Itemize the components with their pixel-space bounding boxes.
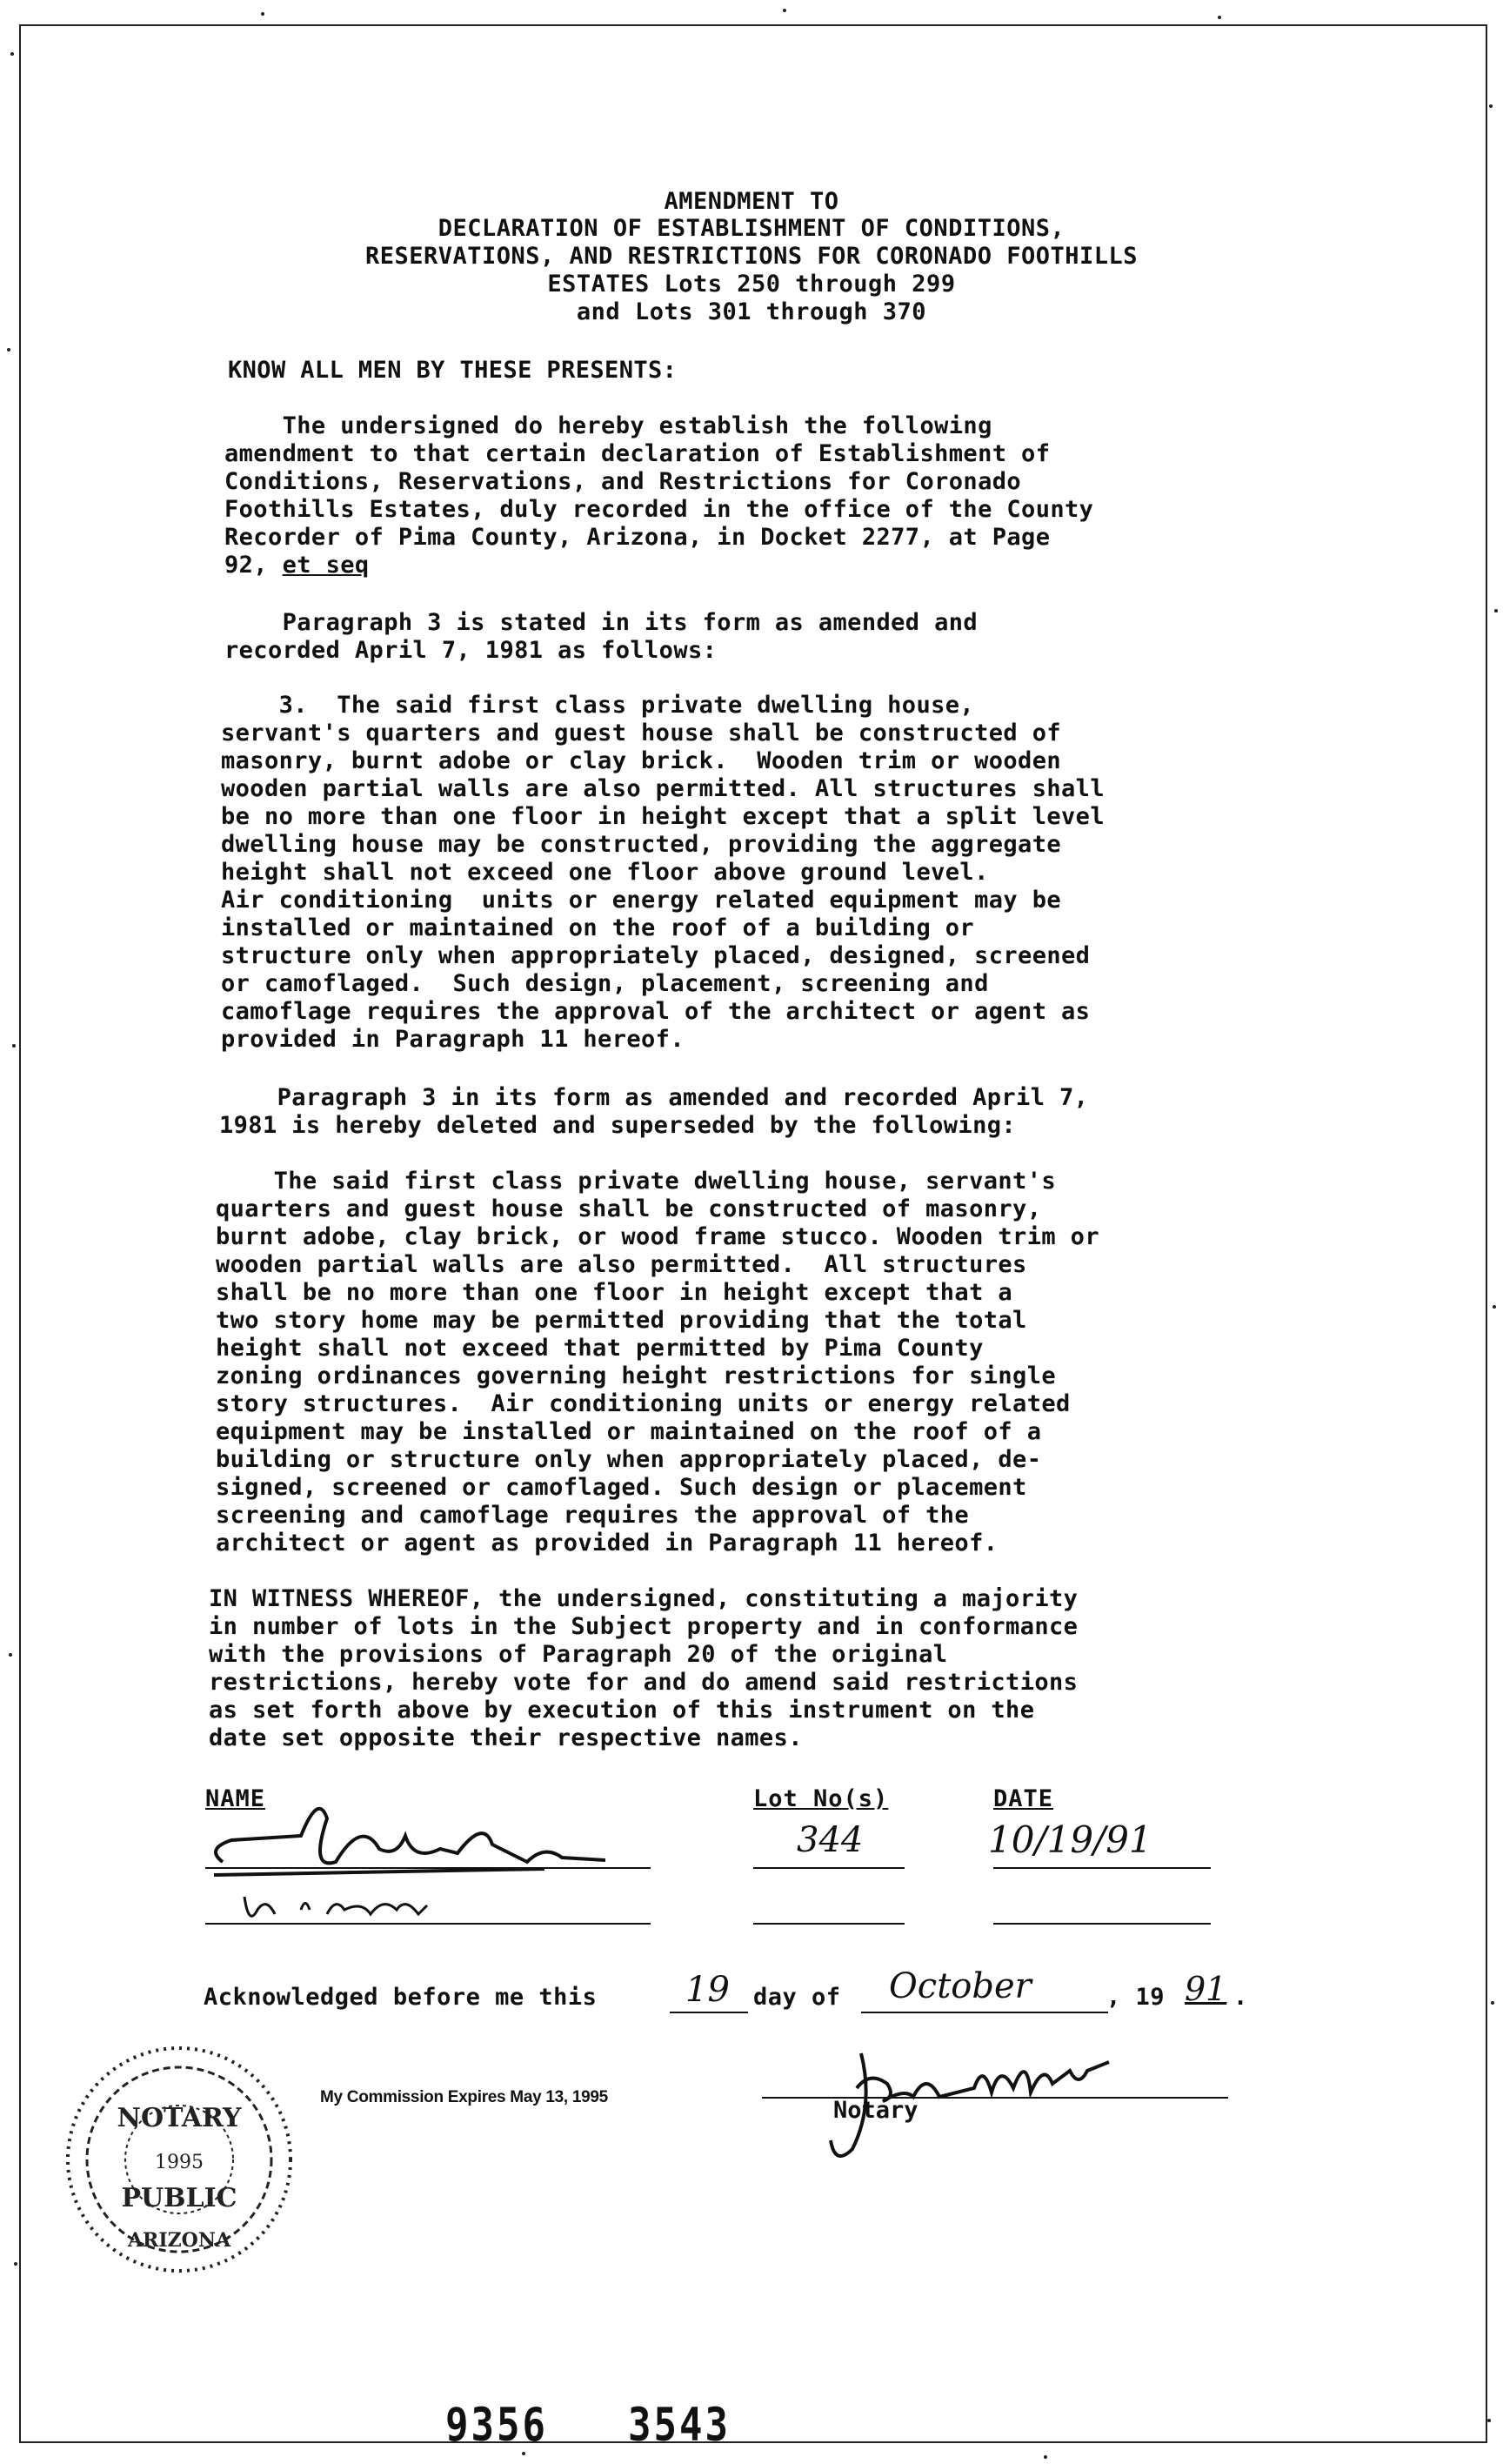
signature-scribble (197, 1766, 649, 1940)
docket-number: 9356 (445, 2398, 548, 2453)
scan-speck (10, 52, 14, 56)
text-line: zoning ordinances governing height restrictions for single (216, 1363, 1057, 1389)
day-value: 19 (685, 1970, 730, 2010)
text-line: architect or agent as provided in Paragraph 11 hereof. (216, 1530, 999, 1557)
text-line: height shall not exceed that permitted by Pima County (216, 1335, 984, 1362)
scan-speck (522, 2452, 525, 2455)
notary-label: Notary (833, 2097, 918, 2124)
et-seq: et seq (282, 552, 370, 579)
paragraph-4 (219, 1084, 1088, 1140)
svg-text:ARIZONA: ARIZONA (127, 2229, 231, 2252)
scan-speck (783, 9, 786, 12)
date-line-1 (993, 1867, 1211, 1869)
title-line: AMENDMENT TO (664, 188, 839, 215)
svg-text:1995: 1995 (155, 2152, 204, 2173)
scan-speck (1218, 16, 1221, 19)
text-line: Foothills Estates, duly recorded in the office of the County (224, 496, 1094, 523)
title-line: DECLARATION OF ESTABLISHMENT OF CONDITIONS, (438, 215, 1065, 242)
text-line: shall be no more than one floor in height except that a (216, 1279, 1013, 1306)
day-of-label: day of (753, 1984, 841, 2011)
text-line: amendment to that certain declaration of Establishment of (224, 440, 1051, 467)
text-line: wooden partial walls are also permitted. All structures shall (221, 775, 1105, 802)
scan-speck (9, 1653, 12, 1657)
svg-text:PUBLIC: PUBLIC (121, 2183, 237, 2213)
text-line: provided in Paragraph 11 hereof. (221, 1026, 685, 1053)
lot-number-value: 344 (797, 1820, 864, 1860)
text-line: in number of lots in the Subject property and in conformance (209, 1613, 1079, 1640)
text-line: 3. The said first class private dwelling house, (221, 692, 975, 719)
text-line: two story home may be permitted providing that the total (216, 1307, 1027, 1334)
text-line: or camoflaged. Such design, placement, screening and (221, 970, 989, 997)
scan-speck (1493, 1305, 1496, 1309)
text-line: masonry, burnt adobe or clay brick. Wooden trim or wooden (221, 747, 1062, 774)
text-line: as set forth above by execution of this instrument on the (209, 1697, 1035, 1724)
paragraph-2 (224, 609, 978, 665)
text-line: screening and camoflage requires the approval of the (216, 1502, 970, 1529)
lot-column-label: Lot No(s) (753, 1785, 889, 1812)
scan-speck (7, 348, 10, 352)
text-line: equipment may be installed or maintained on the roof of a (216, 1418, 1042, 1445)
text-line: camoflage requires the approval of the architect or agent as (221, 998, 1091, 1025)
month-blank (861, 2012, 1108, 2013)
text-line: Air conditioning units or energy related equipment may be (221, 887, 1062, 914)
scan-speck (1489, 104, 1493, 108)
paragraph-6 (209, 1585, 1078, 1752)
text-line: signed, screened or camoflaged. Such design or placement (216, 1474, 1027, 1501)
year-prefix: , 19 (1106, 1984, 1166, 2011)
year-value: 91 (1185, 1970, 1227, 2008)
page-number: 3543 (628, 2398, 731, 2453)
text-line: be no more than one floor in height except that a split level (221, 803, 1105, 830)
text-line: Conditions, Reservations, and Restrictions for Coronado (224, 468, 1022, 495)
text-line: burnt adobe, clay brick, or wood frame stucco. Wooden trim or (216, 1223, 1099, 1250)
notary-seal-stamp (49, 2029, 310, 2290)
acknowledgment-period: . (1233, 1984, 1248, 2011)
text-line: dwelling house may be constructed, providing the aggregate (221, 831, 1062, 858)
svg-text:NOTARY: NOTARY (117, 2103, 242, 2133)
text-line: servant's quarters and guest house shall be constructed of (221, 720, 1062, 747)
text-line: IN WITNESS WHEREOF, the undersigned, constituting a majority (209, 1585, 1079, 1612)
text-line: with the provisions of Paragraph 20 of the original (209, 1641, 948, 1668)
text-line: Recorder of Pima County, Arizona, in Docket 2277, at Page (224, 524, 1051, 551)
month-value: October (889, 1966, 1032, 2006)
lot-line-1 (753, 1867, 905, 1869)
text-line: quarters and guest house shall be constructed of masonry, (216, 1195, 1042, 1222)
title-line: ESTATES Lots 250 through 299 (547, 271, 956, 298)
title-line: and Lots 301 through 370 (576, 298, 927, 325)
text-line: The said first class private dwelling house, servant's (216, 1168, 1057, 1195)
text-line: Paragraph 3 in its form as amended and recorded April 7, (219, 1084, 1089, 1111)
text-line: date set opposite their respective names. (209, 1724, 803, 1751)
text-line: 1981 is hereby deleted and superseded by the following: (219, 1112, 1017, 1139)
day-blank (670, 2012, 748, 2013)
date-line-2 (993, 1923, 1211, 1925)
text-line: height shall not exceed one floor above ground level. (221, 859, 989, 886)
text-line: Paragraph 3 is stated in its form as amended and (224, 609, 979, 636)
text-line: The undersigned do hereby establish the following (224, 412, 992, 439)
text-line: restrictions, hereby vote for and do amend said restrictions (209, 1669, 1079, 1696)
text-line: recorded April 7, 1981 as follows: (224, 637, 718, 664)
text-line: structure only when appropriately placed, designed, screened (221, 942, 1091, 969)
scan-speck (14, 2262, 17, 2266)
scan-speck (1487, 2419, 1491, 2422)
scan-speck (1494, 609, 1498, 613)
acknowledgment-prefix: Acknowledged before me this (204, 1984, 598, 2011)
text-line: story structures. Air conditioning units or energy related (216, 1390, 1071, 1417)
text-line: installed or maintained on the roof of a building or (221, 914, 975, 941)
text-line: 92, (224, 552, 283, 579)
title-line: RESERVATIONS, AND RESTRICTIONS FOR CORONADO FOOTHILLS (364, 243, 1139, 270)
text-line: building or structure only when appropriately placed, de- (216, 1446, 1042, 1473)
text-line: wooden partial walls are also permitted. All structures (216, 1251, 1027, 1278)
paragraph-5 (216, 1168, 1099, 1557)
scan-speck (1491, 2001, 1494, 2005)
paragraph-1 (224, 412, 1093, 579)
scan-speck (1044, 2455, 1047, 2459)
date-column-label: DATE (993, 1785, 1054, 1812)
paragraph-3 (221, 692, 1105, 1054)
scan-speck (12, 1044, 16, 1048)
commission-expiry: My Commission Expires May 13, 1995 (320, 2088, 608, 2106)
date-value: 10/19/91 (988, 1818, 1152, 1861)
name-column-label: NAME (205, 1785, 266, 1812)
opening-line: KNOW ALL MEN BY THESE PRESENTS: (228, 357, 678, 384)
scan-speck (261, 12, 264, 16)
lot-line-2 (753, 1923, 905, 1925)
